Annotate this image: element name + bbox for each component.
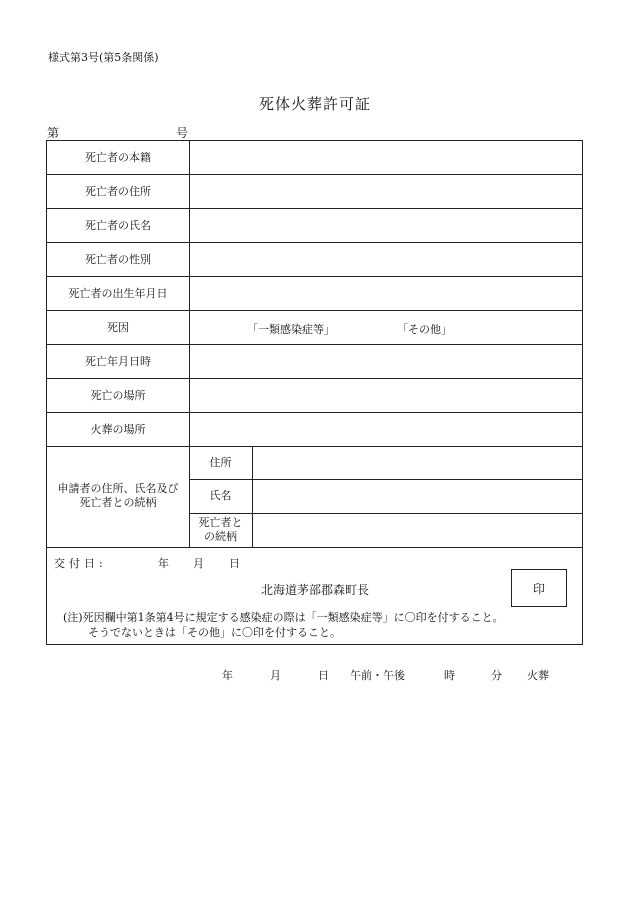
label-applicant-line2: 死亡者との続柄 bbox=[79, 496, 157, 509]
label-applicant-relation-line2: の続柄 bbox=[204, 530, 237, 543]
seal-label: 印 bbox=[532, 581, 545, 596]
value-name[interactable] bbox=[190, 209, 582, 242]
value-honseki[interactable] bbox=[190, 142, 582, 174]
issue-date bbox=[54, 555, 240, 571]
label-death-place: 死亡の場所 bbox=[90, 389, 146, 402]
issue-date-label: 交付日: bbox=[54, 557, 107, 570]
label-sex: 死亡者の性別 bbox=[85, 253, 151, 266]
section-divider bbox=[47, 547, 582, 548]
label-applicant-line1: 申請者の住所、氏名及び bbox=[57, 482, 179, 495]
label-applicant-address: 住所 bbox=[209, 456, 232, 469]
value-address[interactable] bbox=[190, 175, 582, 208]
label-address: 死亡者の住所 bbox=[85, 185, 151, 198]
cremation-month: 月 bbox=[270, 669, 281, 682]
label-death-datetime: 死亡年月日時 bbox=[85, 355, 151, 368]
cremation-hour: 時 bbox=[444, 669, 455, 682]
number-prefix: 第 bbox=[47, 126, 60, 140]
number-suffix: 号 bbox=[176, 126, 189, 140]
value-cremation-place[interactable] bbox=[190, 413, 582, 446]
label-name: 死亡者の氏名 bbox=[85, 219, 151, 232]
permit-form-table bbox=[46, 140, 583, 645]
page-title: 死体火葬許可証 bbox=[258, 95, 371, 113]
value-birthdate[interactable] bbox=[190, 277, 582, 310]
issue-month-label: 月 bbox=[193, 557, 204, 570]
label-honseki: 死亡者の本籍 bbox=[85, 151, 151, 164]
cremation-ampm: 午前・午後 bbox=[350, 669, 405, 682]
cremation-day: 日 bbox=[318, 669, 329, 682]
value-death-place[interactable] bbox=[190, 379, 582, 412]
cause-option-infectious[interactable]: 「一類感染症等」 bbox=[247, 323, 335, 336]
label-applicant-name: 氏名 bbox=[209, 489, 232, 502]
label-cremation-place: 火葬の場所 bbox=[90, 423, 146, 436]
cause-option-other[interactable]: 「その他」 bbox=[397, 323, 452, 336]
note-line-2: そうでないときは「その他」に〇印を付すること。 bbox=[88, 626, 341, 639]
cremation-year: 年 bbox=[222, 669, 233, 682]
label-cause-of-death: 死因 bbox=[107, 321, 129, 334]
label-applicant-relation-line1: 死亡者と bbox=[198, 516, 243, 529]
note-line-1: (注)死因欄中第1条第4号に規定する感染症の際は「一類感染症等」に〇印を付すること。 bbox=[63, 611, 504, 624]
form-code: 様式第3号(第5条関係) bbox=[48, 51, 159, 64]
seal-box bbox=[511, 569, 567, 607]
value-death-datetime[interactable] bbox=[190, 345, 582, 378]
value-applicant-relation[interactable] bbox=[253, 514, 582, 547]
row-divider bbox=[47, 310, 582, 311]
label-birthdate: 死亡者の出生年月日 bbox=[68, 287, 168, 300]
issue-year-label: 年 bbox=[158, 557, 169, 570]
value-sex[interactable] bbox=[190, 243, 582, 276]
value-applicant-name[interactable] bbox=[253, 480, 582, 513]
issuer-name: 北海道茅部郡森町長 bbox=[260, 583, 369, 597]
cremation-label: 火葬 bbox=[527, 669, 549, 682]
issue-day-label: 日 bbox=[229, 557, 240, 570]
value-applicant-address[interactable] bbox=[253, 447, 582, 479]
cremation-minute: 分 bbox=[491, 669, 502, 682]
